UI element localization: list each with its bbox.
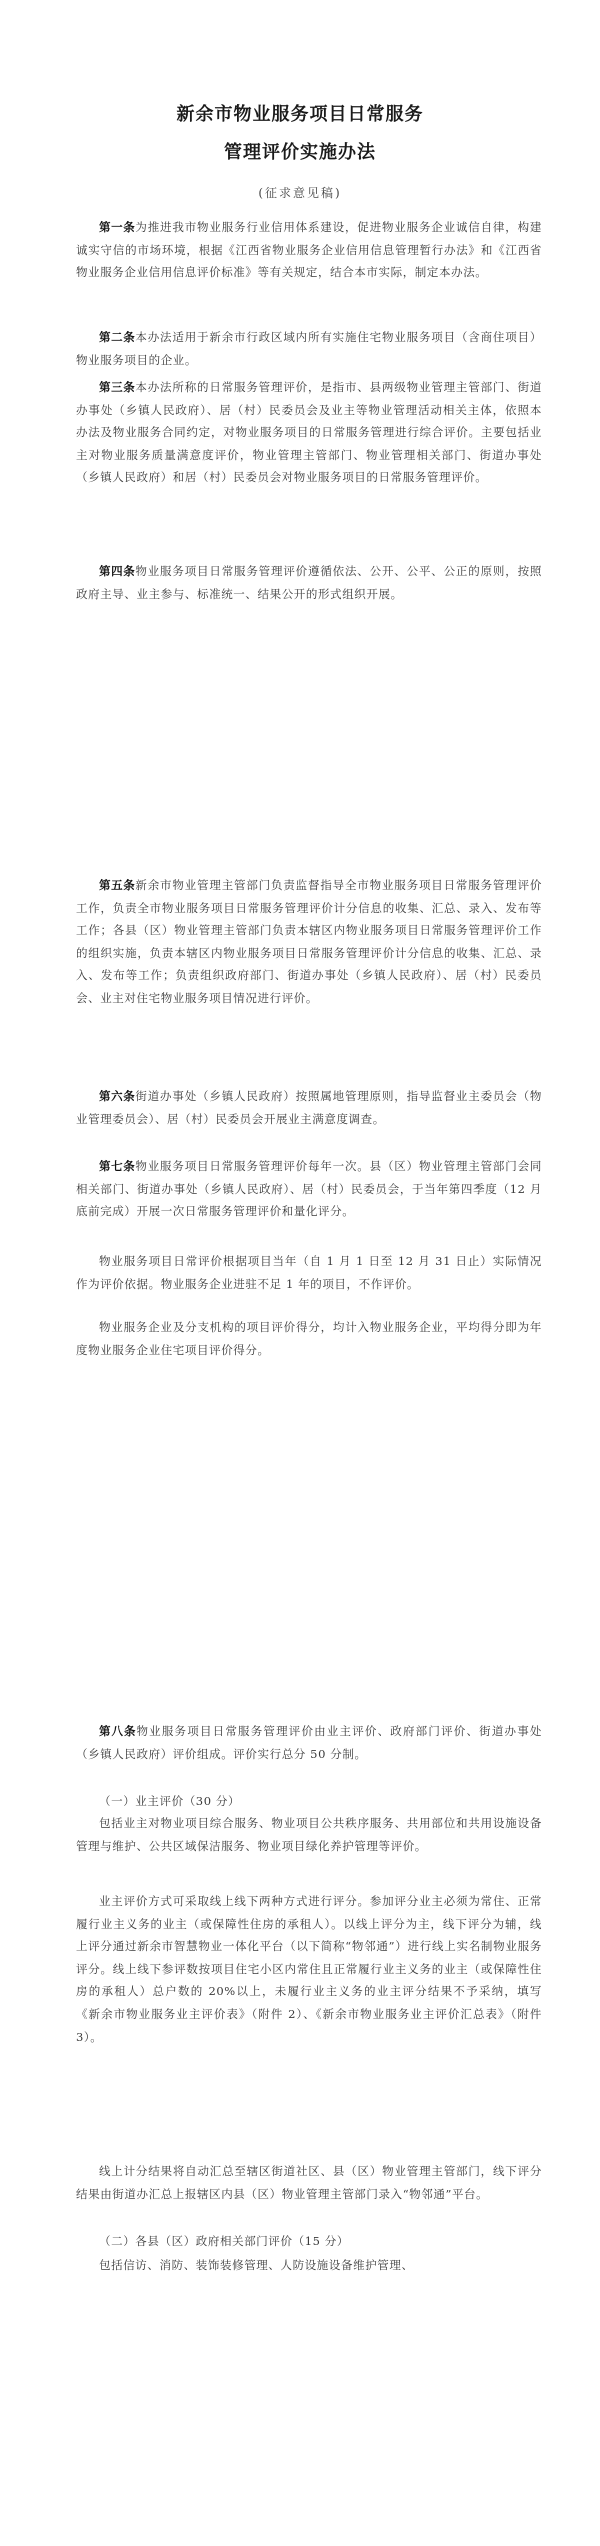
article-label: 第七条 — [99, 1159, 136, 1173]
article-label: 第四条 — [99, 564, 136, 578]
article-label: 第八条 — [99, 1724, 137, 1738]
section-1-heading: （一）业主评价（30 分） — [99, 1794, 241, 1808]
article-text: 物业服务项目日常服务管理评价由业主评价、政府部门评价、街道办事处（乡镇人民政府）评价组成。评价实行总分 50 分制。 — [76, 1724, 543, 1761]
section-1-paragraph-3: 线上计分结果将自动汇总至辖区街道社区、县（区）物业管理主管部门，线下评分结果由街道办汇总上报辖区内县（区）物业管理主管部门录入“物邻通”平台。 — [76, 2164, 542, 2201]
article-label: 第五条 — [99, 878, 136, 892]
article-text: 新余市物业管理主管部门负责监督指导全市物业服务项目日常服务管理评价工作，负责全市物业服务项目日常服务管理评价计分信息的收集、汇总、录入、发布等工作；各县（区）物业管理主管部门负责本辖区内物业服务项目日常服务管理评价工作的组织实施，负责本辖区内物业服务项目日常服务管理评价计分信息的收集、汇总、录入、发布等工作；负责组织政府部门、街道办事处（乡镇人民政府）、居（村）民委员会、业主对住宅物业服务项目情况进行评价。 — [76, 878, 543, 1005]
article-4 — [76, 560, 542, 605]
article-3 — [76, 376, 542, 489]
section-1-paragraph-1: 包括业主对物业项目综合服务、物业项目公共秩序服务、共用部位和共用设施设备管理与维护、公共区域保洁服务、物业项目绿化养护管理等评价。 — [76, 1816, 542, 1853]
article-2 — [76, 326, 542, 371]
article-5 — [76, 874, 542, 1010]
article-1 — [76, 216, 542, 284]
article-text: 物业服务项目日常服务管理评价遵循依法、公开、公平、公正的原则，按照政府主导、业主参与、标准统一、结果公开的形式组织开展。 — [76, 564, 543, 601]
article-text: 本办法适用于新余市行政区域内所有实施住宅物业服务项目（含商住项目）物业服务项目的企业。 — [76, 330, 543, 367]
article-text: 街道办事处（乡镇人民政府）按照属地管理原则，指导监督业主委员会（物业管理委员会）、居（村）民委员会开展业主满意度调查。 — [76, 1089, 543, 1126]
article-6 — [76, 1085, 542, 1130]
article-7 — [76, 1155, 542, 1223]
document-title-line-2: 管理评价实施办法 — [224, 142, 376, 163]
section-2-heading: （二）各县（区）政府相关部门评价（15 分） — [99, 2234, 349, 2248]
article-text: 本办法所称的日常服务管理评价，是指市、县两级物业管理主管部门、街道办事处（乡镇人民政府）、居（村）民委员会及业主等物业管理活动相关主体，依照本办法及物业服务合同约定，对物业服务项目的日常服务管理进行综合评价。主要包括业主对物业服务质量满意度评价，物业管理主管部门、物业管理相关部门、街道办事处（乡镇人民政府）和居（村）民委员会对物业服务项目的日常服务管理评价。 — [76, 380, 543, 485]
article-label: 第六条 — [99, 1089, 136, 1103]
document-subtitle: (征求意见稿) — [258, 186, 342, 200]
article-label: 第一条 — [99, 220, 136, 234]
article-text: 物业服务项目日常服务管理评价每年一次。县（区）物业管理主管部门会同相关部门、街道办事处（乡镇人民政府）、居（村）民委员会，于当年第四季度（12 月底前完成）开展一次日常服务管理评价和量化评分。 — [76, 1159, 543, 1219]
article-label: 第二条 — [99, 330, 136, 344]
article-8 — [76, 1720, 542, 1765]
article-text: 为推进我市物业服务行业信用体系建设，促进物业服务企业诚信自律，构建诚实守信的市场环境，根据《江西省物业服务企业信用信息管理暂行办法》和《江西省物业服务企业信用信息评价标准》等有关规定，结合本市实际，制定本办法。 — [76, 220, 543, 280]
section-1-paragraph-2: 业主评价方式可采取线上线下两种方式进行评分。参加评分业主必须为常住、正常履行业主义务的业主（或保障性住房的承租人）。以线上评分为主，线下评分为辅，线上评分通过新余市智慧物业一体化平台（以下简称“物邻通”）进行线上实名制物业服务评分。线上线下参评数按项目住宅小区内常住且正常履行业主义务的业主（或保障性住房的承租人）总户数的 20%以上，未履行业主义务的业主评分结果不予采纳，填写《新余市物业服务业主评价表》（附件 2）、《新余市物业服务业主评价汇总表》（附件 3）。 — [76, 1894, 542, 2044]
section-2-paragraph: 包括信访、消防、装饰装修管理、人防设施设备维护管理、 — [99, 2258, 414, 2272]
document-title-line-1: 新余市物业服务项目日常服务 — [176, 104, 424, 125]
paragraph-enterprise-score: 物业服务企业及分支机构的项目评价得分，均计入物业服务企业，平均得分即为年度物业服务企业住宅项目评价得分。 — [76, 1320, 542, 1357]
article-label: 第三条 — [99, 380, 136, 394]
paragraph-evaluation-basis: 物业服务项目日常评价根据项目当年（自 1 月 1 日至 12 月 31 日止）实际情况作为评价依据。物业服务企业进驻不足 1 年的项目，不作评价。 — [76, 1254, 542, 1291]
